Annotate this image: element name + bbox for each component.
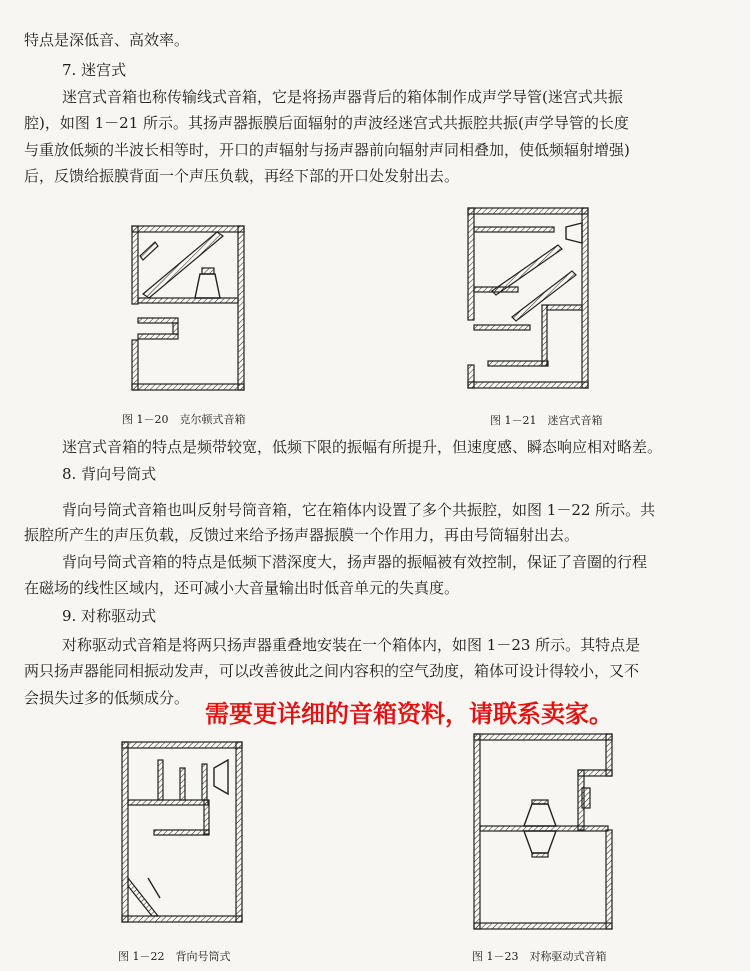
text-line: 会损失过多的低频成分。 bbox=[24, 689, 190, 707]
text-line: 腔)，如图 1－21 所示。其扬声器振膜后面辐射的声波经迷宫式共振腔共振(声学导管的长度 bbox=[24, 114, 629, 132]
text-line: 后，反馈给振膜背面一个声压负载，再经下部的开口处发射出去。 bbox=[24, 167, 460, 185]
figure-1-21-diagram bbox=[462, 205, 602, 395]
section-heading-9: 9. 对称驱动式 bbox=[62, 607, 157, 625]
figure-1-23-diagram bbox=[470, 730, 620, 935]
text-line: 振腔所产生的声压负载，反馈过来给予扬声器振膜一个作用力，再由号筒辐射出去。 bbox=[24, 526, 580, 544]
seller-contact-banner: 需要更详细的音箱资料，请联系卖家。 bbox=[205, 700, 613, 728]
figure-1-22-diagram bbox=[118, 738, 253, 928]
text-line: 对称驱动式音箱是将两只扬声器重叠地安装在一个箱体内，如图 1－23 所示。其特点是 bbox=[62, 636, 641, 654]
figure-1-23-caption: 图 1－23 对称驱动式音箱 bbox=[472, 950, 607, 963]
text-line: 与重放低频的半波长相等时，开口的声辐射与扬声器前向辐射声同相叠加，使低频辐射增强) bbox=[24, 141, 630, 159]
text-line: 迷宫式音箱也称传输线式音箱，它是将扬声器背后的箱体制作成声学导管(迷宫式共振 bbox=[62, 88, 623, 106]
text-line: 在磁场的线性区域内，还可减小大音量输出时低音单元的失真度。 bbox=[24, 579, 460, 597]
figure-1-20-diagram bbox=[125, 222, 255, 402]
text-line: 背向号筒式音箱的特点是低频下潜深度大，扬声器的振幅被有效控制，保证了音圈的行程 bbox=[62, 553, 648, 571]
text-line: 两只扬声器能同相振动发声，可以改善彼此之间内容积的空气劲度，箱体可设计得较小，又不 bbox=[24, 662, 640, 680]
section-heading-7: 7. 迷宫式 bbox=[62, 61, 127, 79]
section-heading-8: 8. 背向号筒式 bbox=[62, 465, 157, 483]
text-line: 背向号筒式音箱也叫反射号筒音箱，它在箱体内设置了多个共振腔，如图 1－22 所示。共 bbox=[62, 501, 656, 519]
figure-1-20-caption: 图 1－20 克尔顿式音箱 bbox=[122, 413, 246, 426]
text-line: 迷宫式音箱的特点是频带较宽，低频下限的振幅有所提升，但速度感、瞬态响应相对略差。 bbox=[62, 438, 663, 456]
text-line: 特点是深低音、高效率。 bbox=[24, 31, 190, 49]
figure-1-22-caption: 图 1－22 背向号筒式 bbox=[118, 950, 231, 963]
figure-1-21-caption: 图 1－21 迷宫式音箱 bbox=[490, 414, 603, 427]
